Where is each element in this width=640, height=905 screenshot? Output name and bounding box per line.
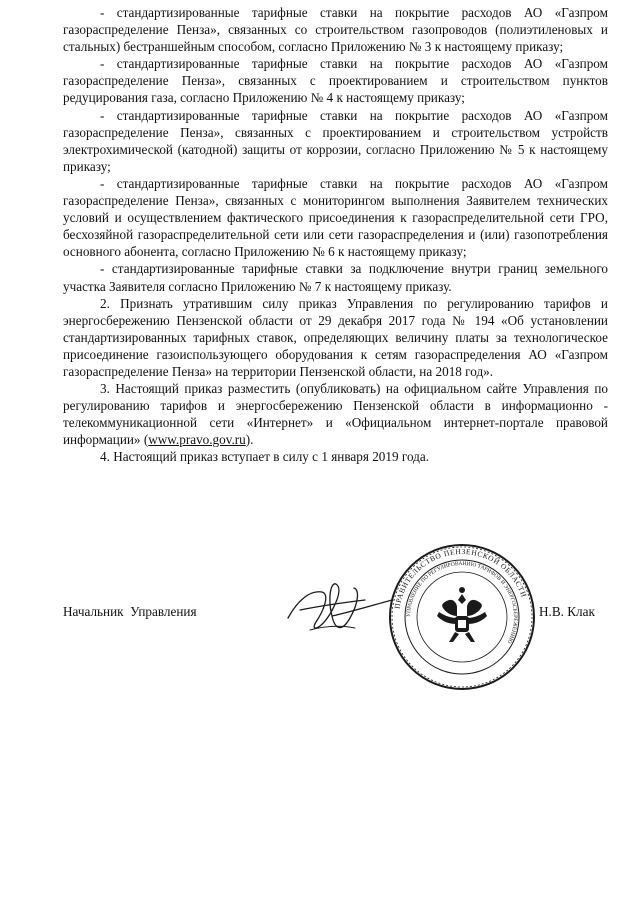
paragraph-tariff-appendix-6: - стандартизированные тарифные ставки на покрытие расходов АО «Газпром газораспределение Пенза», связанных с мониторингом выполнения Заявителем технических условий и осуществлением фактического присоединения к газораспределительной сети ГРО, бесхозяйной газораспределительной сети или сети газораспределения и (или) газопотребления основного абонента, согласно Приложению № 6 к настоящему приказу; [63,175,608,260]
svg-text:УПРАВЛЕНИЕ ПО РЕГУЛИРОВАНИЮ ТА: УПРАВЛЕНИЕ ПО РЕГУЛИРОВАНИЮ ТАРИФОВ И ЭНЕРГОСБЕРЕЖЕНИЮ [405,560,519,645]
publication-text: 3. Настоящий приказ разместить (опубликовать) на официальном сайте Управления по регулированию тарифов и энергосбережению Пензенской области в информационно - телекоммуникационной сети «Интернет» и «Официальном интернет-портале правовой информации» ( [63,381,608,448]
paragraph-publication [63,380,608,448]
paragraph-tariff-appendix-5: - стандартизированные тарифные ставки на покрытие расходов АО «Газпром газораспределение Пенза», связанных с проектированием и строительством устройств электрохимической (катодной) защиты от коррозии, согласно Приложению № 5 к настоящему приказу; [63,107,608,174]
signer-title: Начальник Управления [63,604,197,619]
double-headed-eagle-icon [437,587,487,642]
paragraph-tariff-appendix-7: - стандартизированные тарифные ставки за подключение внутри границ земельного участка Заявителя согласно Приложению № 7 к настоящему приказу. [63,261,608,294]
publication-text-end: ). [245,432,254,448]
paragraph-tariff-appendix-3: - стандартизированные тарифные ставки на покрытие расходов АО «Газпром газораспределение Пенза», связанных со строительством газопроводов (полиэтиленовых и стальных) бестраншейным способом, согласно Приложению № 3 к настоящему приказу; [63,5,608,55]
signer-name: Н.В. Клак [539,604,595,619]
pravo-gov-link[interactable]: www.pravo.gov.ru [148,432,246,448]
svg-text:ПРАВИТЕЛЬСТВО ПЕНЗЕНСКОЙ ОБЛАС: ПРАВИТЕЛЬСТВО ПЕНЗЕНСКОЙ ОБЛАСТИ [392,546,529,610]
handwritten-signature [280,570,400,650]
paragraph-repeal-order: 2. Признать утратившим силу приказ Управления по регулированию тарифов и энергосбережению Пензенской области от 29 декабря 2017 года № 194 «Об установлении стандартизированных тарифных ставок, определяющих величину платы за технологическое присоединение газоиспользующего оборудования к сетям газораспределения АО «Газпром газораспределение Пенза» на территории Пензенской области, на 2018 год». [63,295,608,379]
paragraph-tariff-appendix-4: - стандартизированные тарифные ставки на покрытие расходов АО «Газпром газораспределение Пенза», связанных с проектированием и строительством пунктов редуцирования газа, согласно Приложению № 4 к настоящему приказу; [63,56,608,106]
document-body [63,4,608,466]
paragraph-effective-date: 4. Настоящий приказ вступает в силу с 1 января 2019 года. [100,449,430,465]
official-seal [387,542,537,692]
